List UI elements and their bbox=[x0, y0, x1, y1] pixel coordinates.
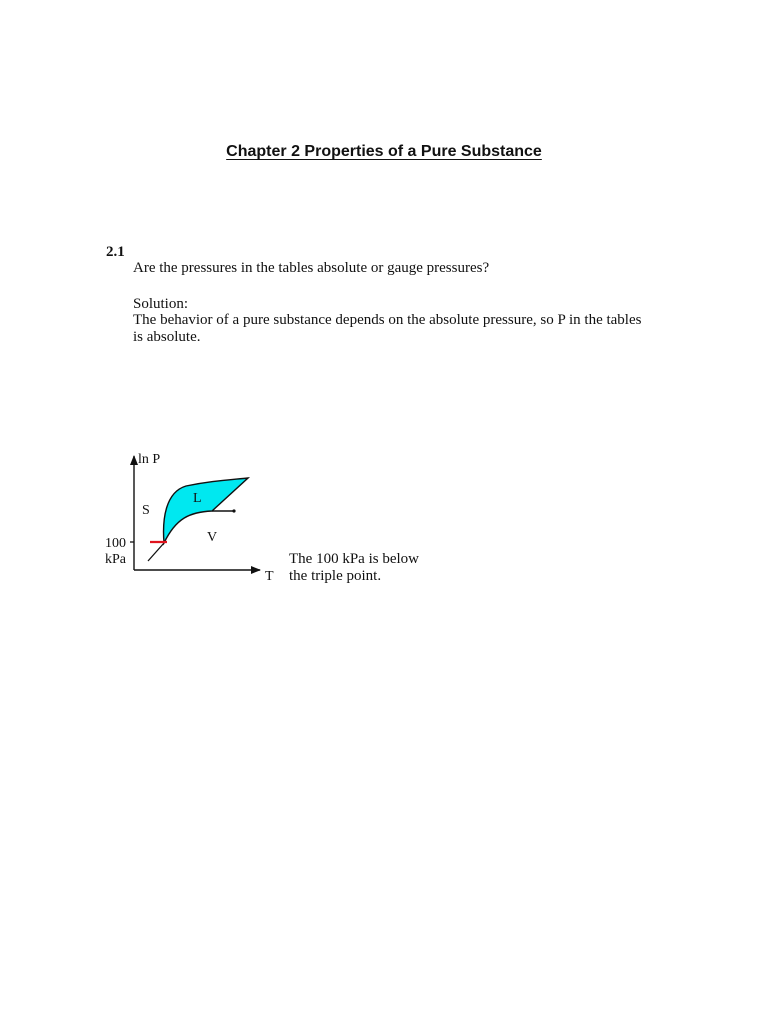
sublimation-line bbox=[148, 543, 164, 561]
region-label-solid: S bbox=[142, 503, 150, 518]
page-title: Chapter 2 Properties of a Pure Substance bbox=[226, 143, 542, 160]
x-axis-label: T bbox=[265, 569, 274, 584]
caption-line-2: the triple point. bbox=[289, 568, 382, 584]
region-label-vapor: V bbox=[207, 530, 218, 545]
problem-question: Are the pressures in the tables absolute or gauge pressures? bbox=[133, 260, 490, 276]
figure-caption bbox=[289, 551, 419, 585]
caption-line-1: The 100 kPa is below bbox=[289, 551, 419, 567]
region-label-liquid: L bbox=[193, 491, 202, 506]
pressure-tick-unit: kPa bbox=[105, 552, 126, 567]
solution-text bbox=[133, 312, 673, 346]
solution-heading: Solution: bbox=[133, 296, 189, 312]
problem-number: 2.1 bbox=[106, 244, 125, 260]
pressure-tick-value: 100 bbox=[105, 536, 126, 551]
y-axis-label: ln P bbox=[138, 452, 161, 467]
solution-line-2: is absolute. bbox=[133, 329, 201, 345]
solution-line-1: The behavior of a pure substance depends on the absolute pressure, so P in the tables bbox=[133, 312, 642, 328]
